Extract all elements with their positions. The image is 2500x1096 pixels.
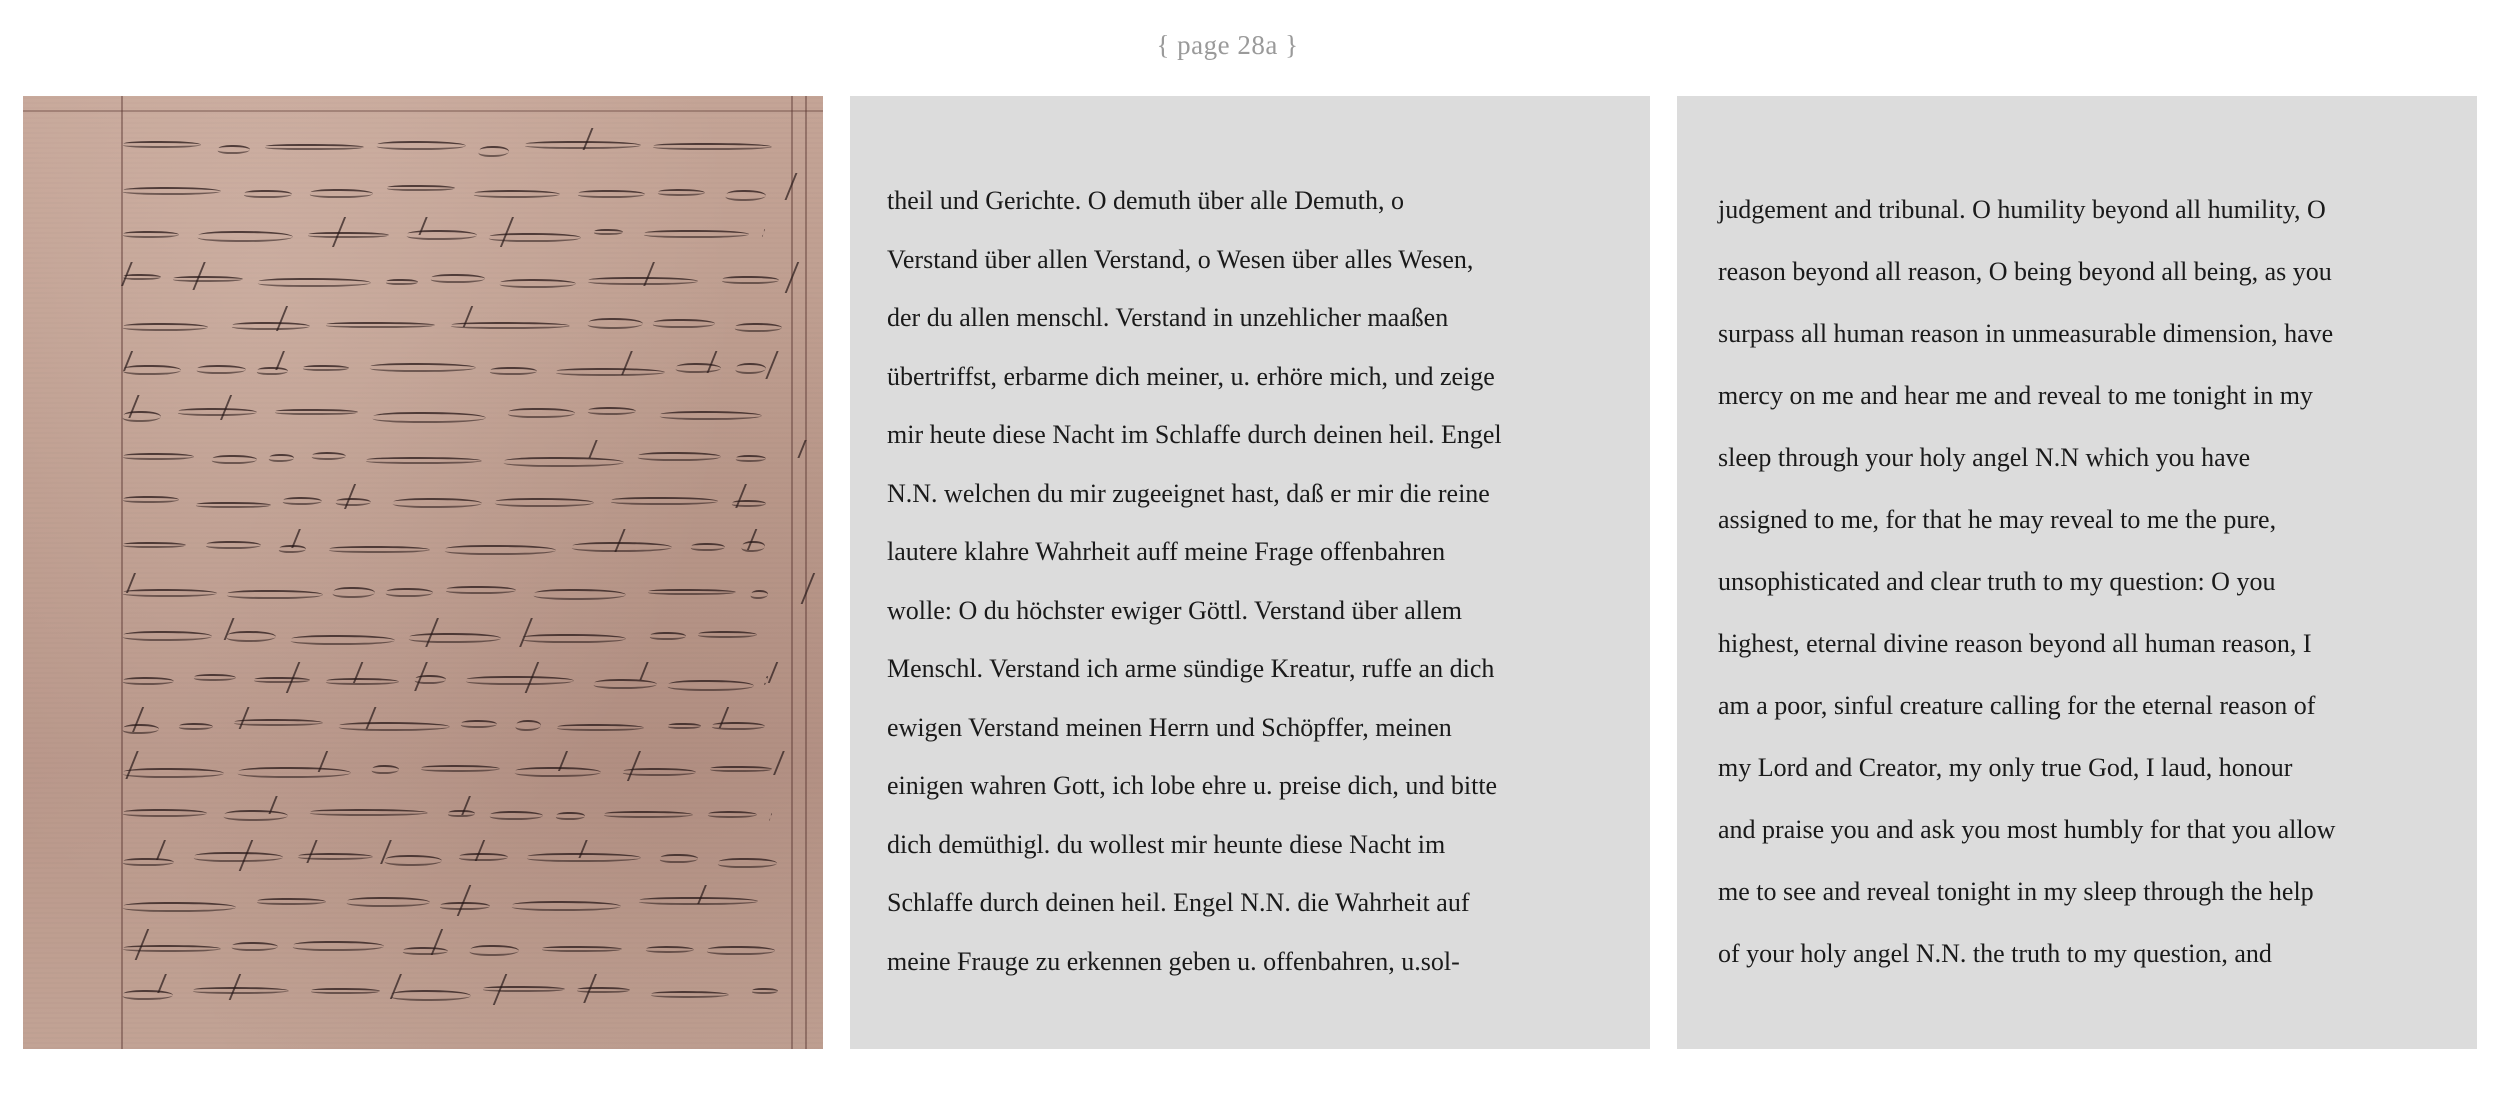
handwritten-word — [122, 589, 218, 597]
handwritten-word — [734, 323, 784, 332]
handwritten-word — [439, 902, 491, 910]
handwritten-word — [586, 318, 644, 329]
handwriting-line — [123, 792, 793, 832]
transcription-line: dich demüthigl. du wollest mir heunte diese Nacht im — [887, 829, 1446, 859]
transcription-panel — [850, 96, 1650, 1049]
handwritten-word — [510, 901, 623, 911]
handwritten-word — [122, 542, 187, 548]
handwritten-word — [652, 143, 773, 150]
handwritten-word — [346, 897, 432, 907]
handwritten-word — [122, 453, 195, 460]
handwritten-word — [652, 319, 717, 328]
handwritten-word — [121, 365, 182, 375]
handwritten-word — [226, 631, 278, 642]
handwritten-word — [365, 457, 483, 464]
handwritten-word — [192, 852, 284, 862]
handwritten-word — [217, 145, 252, 154]
translation-line: surpass all human reason in unmeasurable dimension, have — [1718, 319, 2334, 348]
handwritten-word — [525, 853, 642, 862]
handwritten-word — [444, 586, 517, 594]
handwritten-word — [697, 631, 759, 638]
handwritten-word — [325, 678, 400, 685]
handwritten-ascender — [766, 351, 779, 379]
handwritten-word — [376, 141, 468, 150]
handwriting-line — [123, 124, 793, 164]
handwritten-text — [123, 124, 803, 1024]
translation-line: unsophisticated and clear truth to my question: O you — [1718, 567, 2276, 596]
handwritten-word — [735, 363, 769, 374]
handwritten-word — [740, 541, 766, 552]
handwriting-line — [123, 881, 793, 921]
handwriting-line — [123, 302, 793, 342]
handwritten-word — [647, 589, 737, 595]
handwritten-word — [658, 854, 699, 863]
handwritten-word — [122, 141, 203, 148]
handwritten-word — [172, 276, 244, 282]
handwritten-word — [555, 368, 667, 376]
handwritten-ascender — [157, 974, 167, 993]
handwritten-word — [122, 323, 210, 331]
handwritten-word — [503, 457, 626, 467]
handwritten-word — [225, 590, 324, 599]
handwritten-word — [122, 945, 222, 952]
handwritten-word — [328, 546, 431, 553]
handwritten-ascender — [457, 885, 472, 916]
transcription-line: theil und Gerichte. O demuth über alle Demuth, o — [887, 186, 1404, 215]
handwritten-word — [370, 765, 400, 774]
handwritten-word — [222, 810, 289, 821]
handwritten-word — [309, 809, 429, 816]
handwritten-word — [532, 589, 628, 600]
handwritten-word — [667, 680, 756, 691]
translation-line: of your holy angel N.N. the truth to my question, and — [1718, 939, 2272, 968]
translation-line: assigned to me, for that he may reveal to me the pure, — [1718, 505, 2277, 534]
translation-line: highest, eternal divine reason beyond all human reason, I — [1718, 629, 2312, 658]
handwritten-ascender — [627, 751, 641, 781]
handwritten-word — [233, 719, 324, 726]
handwritten-word — [368, 363, 477, 372]
handwriting-line — [123, 836, 793, 876]
handwriting-line — [123, 480, 793, 520]
handwriting-line — [123, 258, 793, 298]
handwritten-word — [444, 545, 558, 555]
handwritten-word — [392, 498, 484, 508]
handwriting-line — [123, 213, 793, 253]
handwritten-word — [602, 811, 694, 818]
handwritten-word — [402, 947, 449, 955]
handwritten-word — [473, 190, 562, 198]
handwritten-word — [255, 898, 326, 905]
handwriting-line — [123, 614, 793, 654]
handwriting-line — [123, 169, 793, 209]
handwritten-word — [253, 677, 311, 683]
transcription-line: der du allen menschl. Verstand in unzehlicher maaßen — [887, 303, 1449, 332]
handwritten-word — [385, 279, 419, 285]
translation-panel — [1677, 96, 2477, 1049]
handwritten-word — [178, 723, 214, 730]
handwritten-word — [384, 588, 433, 597]
handwritten-word — [243, 190, 293, 198]
translation-line: mercy on me and hear me and reveal to me tonight in my — [1718, 381, 2313, 410]
handwritten-word — [645, 946, 696, 953]
handwritten-word — [465, 676, 576, 685]
handwritten-word — [386, 185, 456, 191]
handwritten-word — [256, 278, 372, 287]
handwritten-ascender — [519, 618, 533, 647]
transcription-line: wolle: O du höchster ewiger Göttl. Verstand über allem — [887, 595, 1462, 625]
handwritten-word — [593, 229, 624, 235]
handwriting-line — [123, 525, 793, 565]
handwritten-ascender — [768, 662, 778, 683]
translation-line: my Lord and Creator, my only true God, I laud, honour — [1718, 753, 2293, 782]
handwritten-word — [499, 279, 578, 288]
transcription-line: meine Frauge zu erkennen geben u. offenbahren, u.sol- — [887, 946, 1460, 976]
handwritten-word — [735, 455, 768, 462]
handwritten-word — [724, 190, 767, 201]
handwritten-word — [657, 189, 707, 196]
handwritten-word — [541, 946, 623, 952]
handwritten-word — [658, 411, 763, 420]
handwritten-word — [307, 232, 390, 238]
handwritten-word — [716, 858, 779, 868]
handwritten-word — [555, 812, 587, 820]
handwritten-word — [556, 724, 646, 731]
handwritten-ascender — [640, 662, 649, 680]
handwritten-word — [122, 496, 180, 503]
handwriting-line — [123, 436, 793, 476]
handwritten-word — [309, 189, 375, 198]
translation-text — [1718, 179, 2458, 985]
manuscript-right-edge-rule — [805, 96, 807, 1049]
handwritten-word — [494, 498, 596, 507]
handwritten-word — [122, 677, 176, 685]
handwritten-word — [267, 454, 295, 462]
handwritten-word — [177, 408, 258, 416]
handwritten-ascender — [785, 262, 799, 293]
handwritten-word — [122, 274, 162, 280]
transcription-line: übertriffst, erbarme dich meiner, u. erhöre mich, und zeige — [887, 361, 1495, 391]
handwritten-word — [587, 407, 638, 415]
handwriting-line — [123, 703, 793, 743]
handwritten-word — [458, 853, 509, 861]
transcription-line: Menschl. Verstand ich arme sündige Kreatur, ruffe an dich — [887, 654, 1495, 683]
handwritten-word — [450, 322, 571, 329]
handwritten-word — [383, 855, 443, 866]
transcription-line: mir heute diese Nacht im Schlaffe durch deinen heil. Engel — [887, 420, 1502, 449]
handwritten-word — [769, 813, 773, 821]
translation-line: sleep through your holy angel N.N which you have — [1718, 443, 2251, 472]
handwritten-word — [514, 720, 543, 731]
handwritten-word — [707, 811, 759, 818]
handwritten-word — [197, 231, 296, 242]
handwritten-word — [335, 498, 372, 506]
handwritten-word — [122, 187, 223, 195]
handwritten-word — [420, 765, 501, 772]
handwritten-ascender — [156, 840, 166, 860]
handwritten-word — [331, 587, 377, 598]
handwritten-ascender — [500, 217, 514, 247]
handwriting-line — [123, 970, 793, 1010]
handwritten-word — [489, 811, 544, 820]
handwritten-word — [648, 632, 687, 640]
handwritten-word — [310, 988, 381, 994]
handwritten-ascender — [784, 173, 797, 200]
handwritten-word — [705, 946, 776, 955]
handwriting-line — [123, 925, 793, 965]
handwritten-word — [749, 590, 769, 599]
handwritten-word — [231, 942, 280, 951]
handwritten-word — [570, 542, 673, 552]
manuscript-top-rule — [23, 110, 823, 112]
handwritten-word — [389, 990, 473, 1001]
handwritten-word — [302, 365, 350, 371]
handwritten-word — [761, 229, 764, 237]
handwritten-word — [255, 367, 288, 375]
handwritten-word — [576, 987, 631, 993]
handwritten-word — [675, 363, 723, 373]
handwritten-word — [482, 986, 566, 992]
handwritten-word — [506, 408, 576, 418]
handwritten-word — [121, 724, 161, 734]
handwritten-word — [274, 409, 359, 415]
handwritten-word — [406, 230, 479, 240]
handwritten-word — [195, 502, 272, 508]
handwritten-word — [121, 902, 237, 912]
handwritten-ascender — [773, 751, 785, 775]
handwritten-word — [193, 674, 237, 681]
handwritten-word — [721, 276, 780, 284]
transcription-line: lautere klahre Wahrheit auff meine Frage offenbahren — [887, 537, 1446, 566]
handwritten-word — [667, 723, 702, 729]
handwritten-word — [709, 766, 773, 772]
page-label: { page 28a } — [1156, 30, 1299, 60]
handwritten-word — [121, 631, 213, 641]
handwritten-ascender — [588, 440, 597, 458]
handwritten-word — [371, 412, 487, 423]
transcription-text — [887, 172, 1627, 991]
handwritten-word — [337, 722, 450, 731]
handwritten-word — [642, 230, 750, 238]
handwritten-word — [751, 988, 779, 994]
handwritten-word — [122, 858, 176, 866]
handwritten-word — [520, 634, 627, 643]
handwritten-word — [121, 768, 225, 778]
handwritten-word — [205, 541, 263, 549]
handwritten-word — [231, 322, 311, 330]
manuscript-scan — [23, 96, 823, 1049]
handwritten-word — [593, 679, 659, 689]
handwritten-word — [489, 367, 539, 375]
handwritten-word — [576, 190, 645, 198]
handwritten-word — [610, 497, 720, 505]
handwritten-word — [210, 455, 258, 464]
handwritten-word — [122, 231, 180, 238]
handwritten-word — [289, 635, 396, 645]
handwritten-word — [477, 146, 510, 157]
transcription-line: Schlaffe durch deinen heil. Engel N.N. die Wahrheit auf — [887, 888, 1470, 917]
transcription-line: Verstand über allen Verstand, o Wesen über alles Wesen, — [887, 244, 1474, 274]
handwritten-word — [291, 941, 386, 951]
handwritten-word — [325, 322, 436, 328]
handwritten-word — [650, 991, 730, 998]
handwritten-word — [236, 767, 353, 778]
translation-line: judgement and tribunal. O humility beyond all humility, O — [1718, 195, 2326, 224]
handwriting-line — [123, 569, 793, 609]
handwritten-word — [121, 990, 174, 1000]
handwritten-word — [637, 452, 723, 461]
translation-line: reason beyond all reason, O being beyond all being, as you — [1718, 257, 2332, 286]
handwritten-word — [763, 676, 768, 685]
transcription-line: N.N. welchen du mir zugeeignet hast, daß er mir die reine — [887, 478, 1490, 508]
handwritten-word — [264, 144, 365, 150]
translation-line: am a poor, sinful creature calling for the eternal reason of — [1718, 691, 2316, 720]
handwritten-word — [196, 365, 248, 374]
handwritten-word — [408, 633, 503, 643]
transcription-line: einigen wahren Gott, ich lobe ehre u. preise dich, und bitte — [887, 771, 1498, 800]
handwriting-line — [123, 747, 793, 787]
handwritten-word — [430, 274, 487, 283]
transcription-line: ewigen Verstand meinen Herrn und Schöpffer, meinen — [887, 712, 1452, 742]
translation-line: me to see and reveal tonight in my sleep through the help — [1718, 877, 2314, 906]
handwritten-word — [468, 945, 521, 956]
handwritten-word — [460, 720, 499, 728]
handwriting-line — [123, 347, 793, 387]
handwritten-word — [192, 987, 290, 994]
handwritten-word — [122, 809, 209, 817]
handwritten-word — [281, 497, 322, 505]
handwritten-word — [311, 452, 348, 460]
handwriting-line — [123, 391, 793, 431]
handwritten-word — [689, 543, 725, 551]
translation-line: and praise you and ask you most humbly for that you allow — [1718, 815, 2336, 844]
handwriting-line — [123, 658, 793, 698]
handwritten-word — [121, 411, 162, 422]
